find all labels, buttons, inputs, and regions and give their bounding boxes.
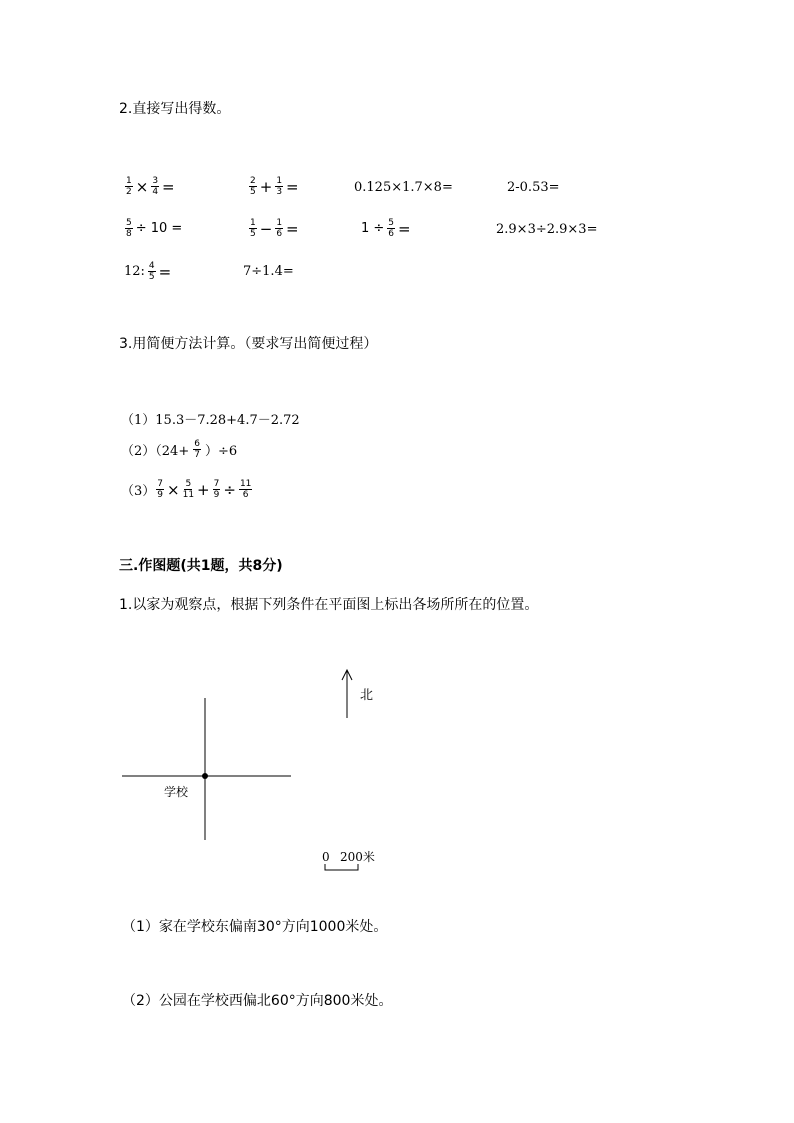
q2-expr-8: 2.9×3÷2.9×3= <box>496 222 598 237</box>
fraction: $\frac{5}{8}$ <box>126 218 132 239</box>
fraction: $\frac{6}{7}$ <box>194 439 200 460</box>
fraction: $\frac{7}{9}$ <box>213 479 220 500</box>
q2-expr-6: $\frac{1}{5}$ − $\frac{1}{6}$ = <box>250 218 299 239</box>
q2-expr-1: $\frac{1}{2}$ × $\frac{3}{4}$ = <box>126 176 175 197</box>
fraction: $\frac{7}{9}$ <box>157 479 164 500</box>
fraction: $\frac{4}{5}$ <box>148 261 155 282</box>
fraction: $\frac{1}{2}$ <box>126 176 132 197</box>
q2-expr-3: 0.125×1.7×8= <box>354 180 453 195</box>
q3-problem-1: （1）15.3－7.28+4.7－2.72 <box>121 413 300 428</box>
section-heading: 三.作图题(共1题，共8分) <box>119 558 283 574</box>
school-label: 学校 <box>164 785 189 799</box>
fraction: $\frac{1}{3}$ <box>276 176 283 197</box>
fraction: $\frac{11}{6}$ <box>239 479 252 500</box>
q2-expr-5: $\frac{5}{8}$ ÷ 10 = <box>126 218 183 239</box>
q2-expr-10: 7÷1.4= <box>243 264 294 279</box>
q3-title: 3.用简便方法计算。（要求写出简便过程） <box>119 336 378 352</box>
north-label: 北 <box>360 688 374 703</box>
fraction: $\frac{1}{6}$ <box>276 218 283 239</box>
school-point <box>202 773 208 779</box>
q2-expr-4: 2-0.53= <box>507 180 560 195</box>
q2-expr-9: 12: $\frac{4}{5}$ = <box>124 261 172 282</box>
condition-2: （2）公园在学校西偏北60°方向800米处。 <box>122 993 393 1009</box>
q3-problem-2: （2）（24+ $\frac{6}{7}$ ）÷6 <box>121 439 238 460</box>
drawing-question-text: 1.以家为观察点，根据下列条件在平面图上标出各场所所在的位置。 <box>119 597 539 613</box>
q2-title: 2.直接写出得数。 <box>119 101 231 117</box>
fraction: $\frac{5}{11}$ <box>182 479 195 500</box>
fraction: $\frac{5}{6}$ <box>388 218 395 239</box>
condition-1: （1）家在学校东偏南30°方向1000米处。 <box>122 919 388 935</box>
scale-zero-label: 0 <box>322 850 330 864</box>
fraction: $\frac{3}{4}$ <box>152 176 159 197</box>
fraction: $\frac{1}{5}$ <box>250 218 256 239</box>
scale-distance-label: 200米 <box>340 850 375 864</box>
q2-expr-7: 1 ÷ $\frac{5}{6}$ = <box>361 218 411 239</box>
q2-expr-2: $\frac{2}{5}$ + $\frac{1}{3}$ = <box>250 176 299 197</box>
fraction: $\frac{2}{5}$ <box>250 176 256 197</box>
q3-problem-3: （3） $\frac{7}{9}$ × $\frac{5}{11}$ + $\frac{7}{9}$ ÷ $\frac{11}{6}$ <box>121 479 252 500</box>
